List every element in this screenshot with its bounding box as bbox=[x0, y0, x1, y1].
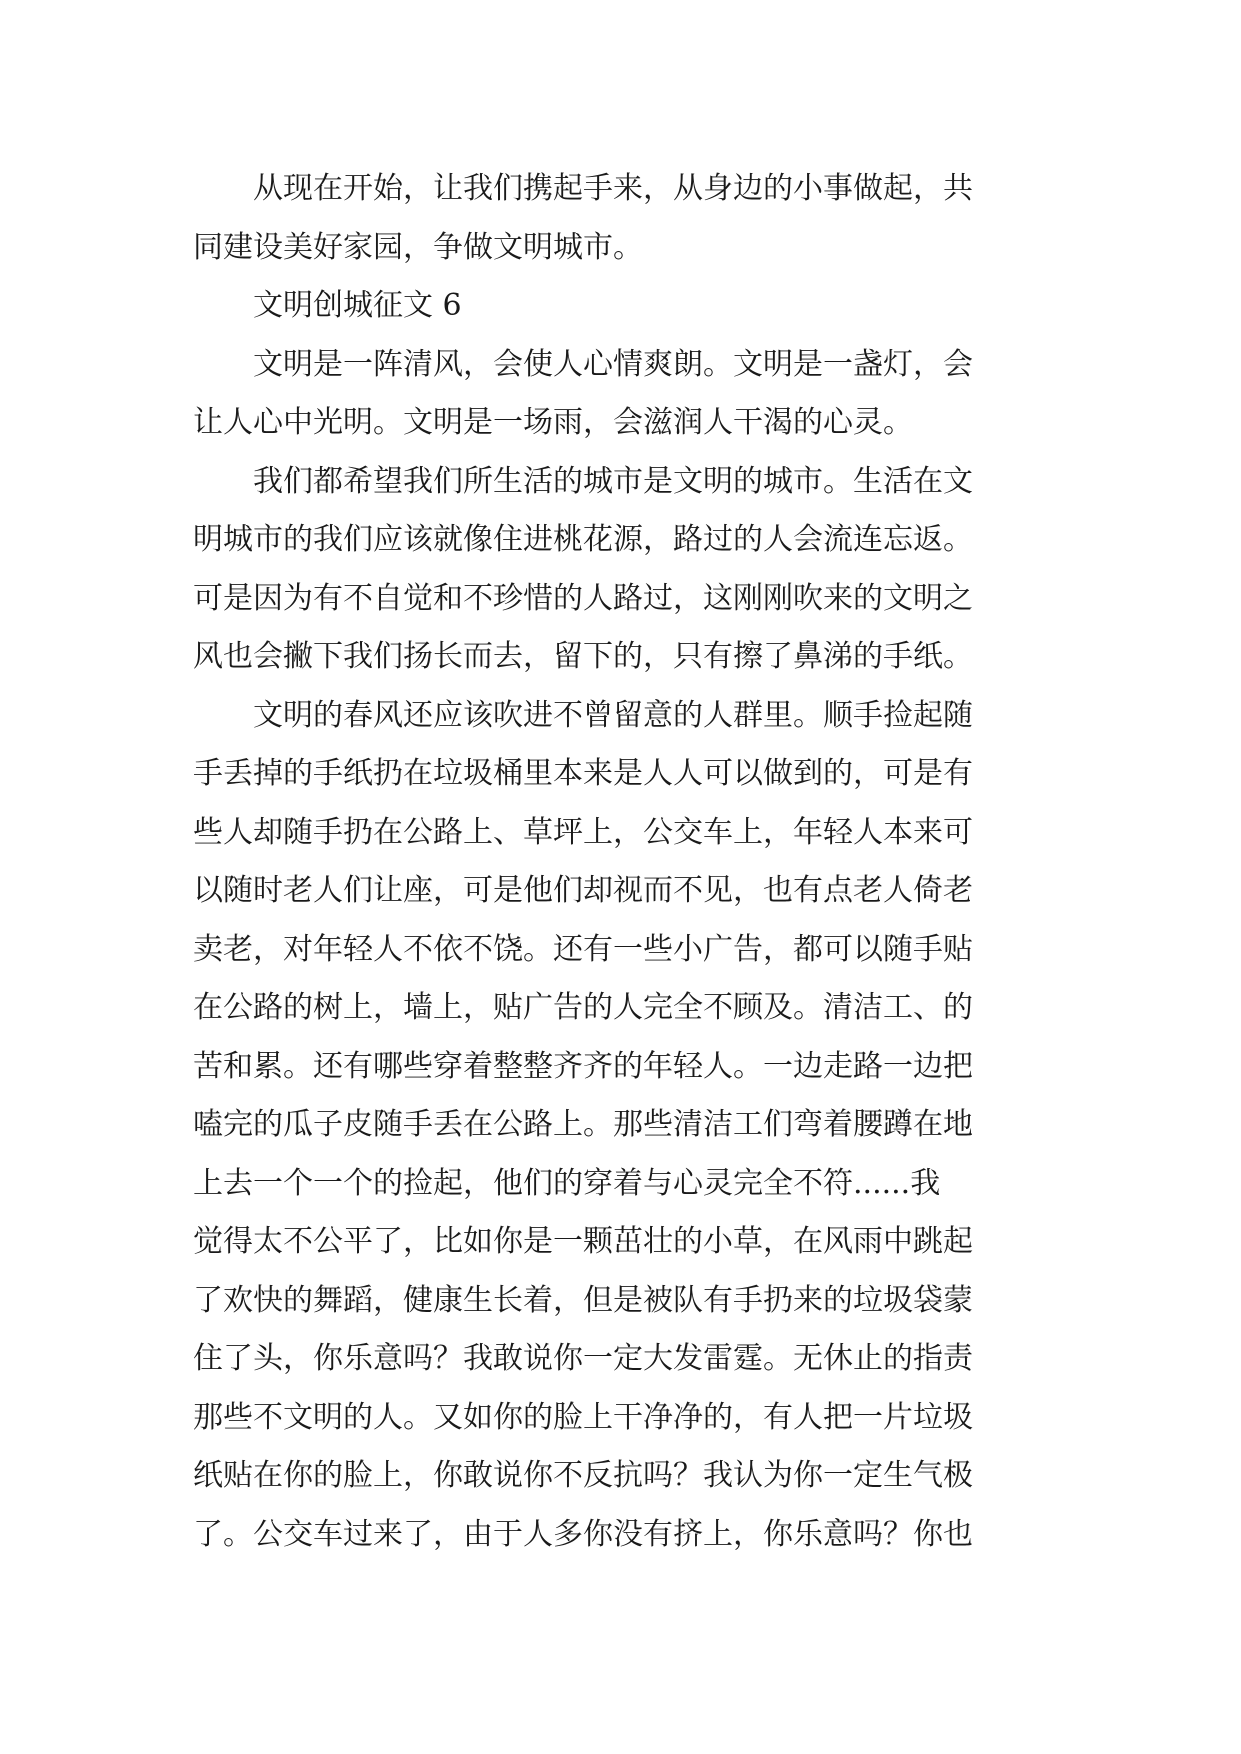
text-line: 那些不文明的人。又如你的脸上干净净的，有人把一片垃圾 bbox=[193, 1399, 973, 1435]
text-line: 纸贴在你的脸上，你敢说你不反抗吗？我认为你一定生气极 bbox=[193, 1458, 973, 1493]
text-line: 可是因为有不自觉和不珍惜的人路过，这刚刚吹来的文明之 bbox=[193, 580, 973, 616]
text-line: 卖老，对年轻人不依不饶。还有一些小广告，都可以随手贴 bbox=[193, 931, 973, 967]
text-line: 以随时老人们让座，可是他们却视而不见，也有点老人倚老 bbox=[193, 873, 973, 908]
text-line: 嗑完的瓜子皮随手丢在公路上。那些清洁工们弯着腰蹲在地 bbox=[193, 1107, 973, 1142]
text-line: 文明的春风还应该吹进不曾留意的人群里。顺手捡起随 bbox=[253, 697, 973, 733]
text-line: 我们都希望我们所生活的城市是文明的城市。生活在文 bbox=[253, 463, 973, 499]
text-line: 些人却随手扔在公路上、草坪上，公交车上，年轻人本来可 bbox=[193, 814, 973, 850]
text-line: 上去一个一个的捡起，他们的穿着与心灵完全不符......我 bbox=[193, 1165, 941, 1201]
text-line: 了欢快的舞蹈，健康生长着，但是被队有手扔来的垃圾袋蒙 bbox=[193, 1282, 973, 1318]
text-line: 苦和累。还有哪些穿着整整齐齐的年轻人。一边走路一边把 bbox=[193, 1048, 973, 1084]
text-line: 同建设美好家园，争做文明城市。 bbox=[193, 229, 643, 265]
section-heading: 文明创城征文 6 bbox=[253, 288, 462, 323]
text-line: 风也会撇下我们扬长而去，留下的，只有擦了鼻涕的手纸。 bbox=[193, 639, 973, 674]
text-line: 明城市的我们应该就像住进桃花源，路过的人会流连忘返。 bbox=[193, 522, 973, 557]
body-text bbox=[193, 160, 1053, 1564]
text-line: 手丢掉的手纸扔在垃圾桶里本来是人人可以做到的，可是有 bbox=[193, 756, 973, 791]
text-line: 从现在开始，让我们携起手来，从身边的小事做起，共 bbox=[253, 171, 973, 206]
text-line: 觉得太不公平了，比如你是一颗茁壮的小草，在风雨中跳起 bbox=[193, 1224, 973, 1259]
text-line: 住了头，你乐意吗？我敢说你一定大发雷霆。无休止的指责 bbox=[193, 1341, 973, 1376]
text-line: 在公路的树上，墙上，贴广告的人完全不顾及。清洁工、的 bbox=[193, 990, 973, 1025]
text-line: 了。公交车过来了，由于人多你没有挤上，你乐意吗？你也 bbox=[193, 1516, 973, 1552]
text-line: 文明是一阵清风，会使人心情爽朗。文明是一盏灯，会 bbox=[253, 346, 973, 382]
text-line: 让人心中光明。文明是一场雨，会滋润人干渴的心灵。 bbox=[193, 405, 913, 440]
